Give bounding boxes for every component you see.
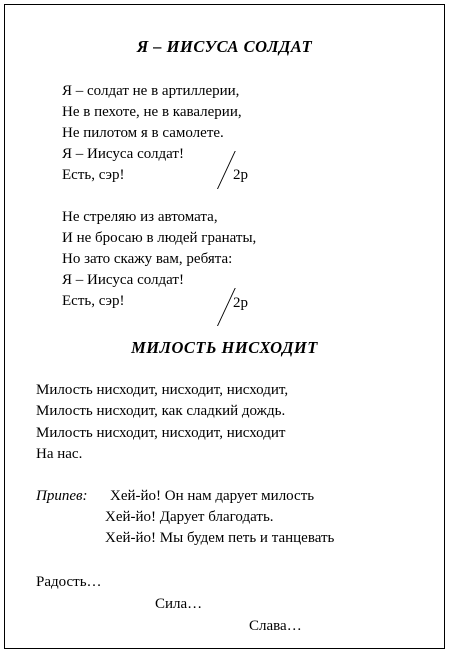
ending-line-1: Радость…: [36, 574, 102, 590]
verse2-line-3: Но зато скажу вам, ребята:: [62, 251, 233, 267]
song2-line-4: На нас.: [36, 446, 83, 462]
verse2-line-5: Есть, сэр!: [62, 293, 125, 309]
verse1-line-3: Не пилотом я в самолете.: [62, 125, 224, 141]
song-title-2: МИЛОСТЬ НИСХОДИТ: [131, 338, 318, 357]
song2-line-3: Милость нисходит, нисходит, нисходит: [36, 425, 286, 441]
verse1-line-2: Не в пехоте, не в кавалерии,: [62, 104, 242, 120]
ending-line-2: Сила…: [155, 596, 203, 612]
repeat-mark-2: 2р: [233, 295, 248, 311]
verse2-line-2: И не бросаю в людей гранаты,: [62, 230, 257, 246]
song-title-1: Я – ИИСУСА СОЛДАТ: [136, 37, 313, 56]
verse1-line-1: Я – солдат не в артиллерии,: [62, 83, 240, 99]
song2-line-2: Милость нисходит, как сладкий дождь.: [36, 403, 286, 419]
ending-line-3: Слава…: [249, 618, 302, 634]
chorus-line-3: Хей-йо! Мы будем петь и танцевать: [105, 530, 335, 546]
text-box: [4, 4, 445, 649]
chorus-label: Припев:: [36, 488, 88, 504]
repeat-mark-1: 2р: [233, 167, 248, 183]
verse2-line-4: Я – Иисуса солдат!: [62, 272, 184, 288]
verse2-line-1: Не стреляю из автомата,: [62, 209, 218, 225]
verse1-line-5: Есть, сэр!: [62, 167, 125, 183]
song2-line-1: Милость нисходит, нисходит, нисходит,: [36, 382, 289, 398]
chorus-line-1: Хей-йо! Он нам дарует милость: [110, 488, 315, 504]
chorus-line-2: Хей-йо! Дарует благодать.: [105, 509, 274, 525]
verse1-line-4: Я – Иисуса солдат!: [62, 146, 184, 162]
